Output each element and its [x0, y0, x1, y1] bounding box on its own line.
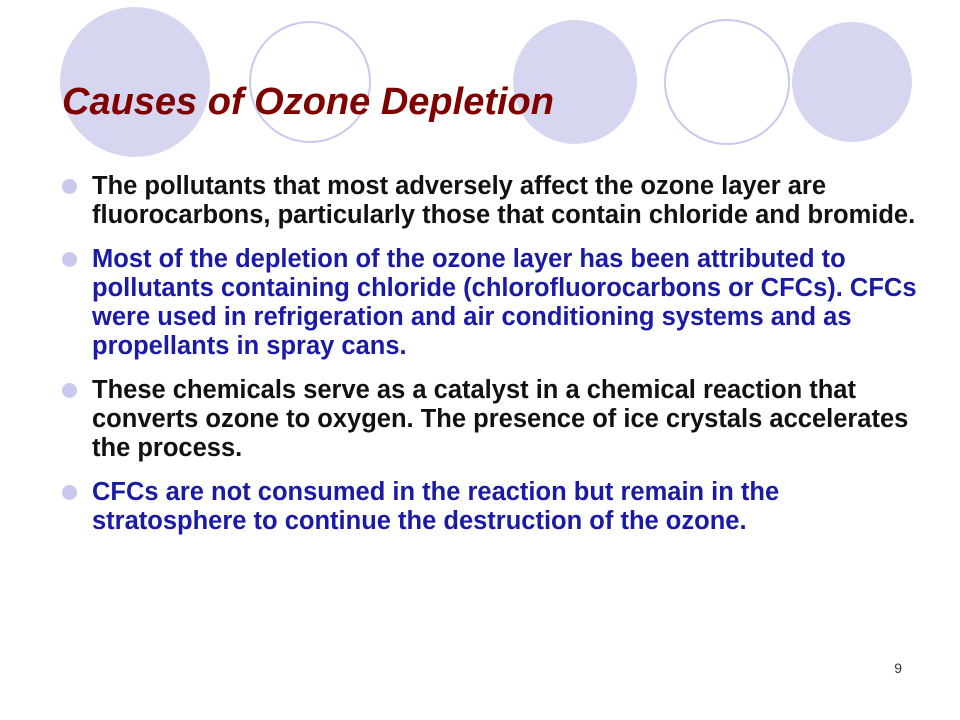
bullet-dot-icon [62, 252, 77, 267]
bullet-item-1 [62, 172, 922, 230]
bullet-text: Most of the depletion of the ozone layer has been attributed to pollutants containing chloride (chlorofluorocarbons or CFCs). CFCs were used in refrigeration and air conditioning systems and as propellants in spray cans. [92, 245, 917, 360]
deco-circle-5 [792, 22, 912, 142]
bullet-list [62, 172, 922, 551]
bullet-item-4 [62, 478, 922, 536]
bullet-dot-icon [62, 383, 77, 398]
bullet-text: The pollutants that most adversely affect the ozone layer are fluorocarbons, particularly those that contain chloride and bromide. [92, 172, 916, 229]
bullet-text: These chemicals serve as a catalyst in a chemical reaction that converts ozone to oxygen. The presence of ice crystals accelerates the process. [92, 376, 909, 462]
deco-circle-4 [665, 20, 789, 144]
bullet-item-3 [62, 376, 922, 463]
bullet-dot-icon [62, 179, 77, 194]
bullet-item-2 [62, 245, 922, 361]
bullet-dot-icon [62, 485, 77, 500]
bullet-text: CFCs are not consumed in the reaction but remain in the stratosphere to continue the destruction of the ozone. [92, 478, 780, 535]
slide-title: Causes of Ozone Depletion [62, 81, 554, 123]
page-number: 9 [894, 660, 902, 676]
